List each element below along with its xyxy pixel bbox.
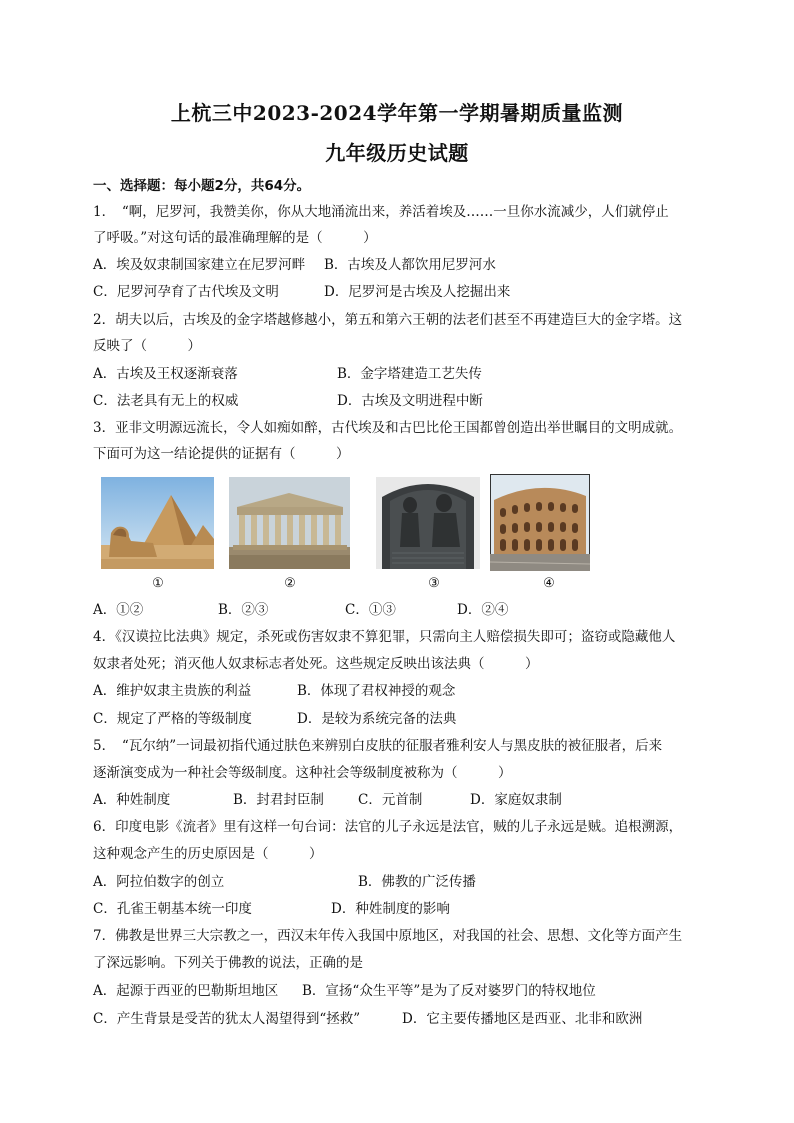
q2-stem-line1: 2．胡夫以后，古埃及的金字塔越修越小，第五和第六王朝的法老们甚至不再建造巨大的金字塔。这 bbox=[93, 312, 683, 328]
q5-stem-line2: 逐渐演变成为一种社会等级制度。这种社会等级制度被称为（ ） bbox=[93, 765, 512, 781]
pyramid-sphinx-icon bbox=[101, 477, 214, 569]
q2-option-d: D．古埃及文明进程中断 bbox=[337, 393, 483, 409]
exam-title: 上杭三中2023-2024学年第一学期暑期质量监测 bbox=[170, 101, 624, 125]
q4-option-d: D．是较为系统完备的法典 bbox=[297, 711, 457, 727]
q1-option-b: B．古埃及人都饮用尼罗河水 bbox=[324, 257, 496, 273]
q1-stem-line2: 了呼吸。”对这句话的最准确理解的是（ ） bbox=[93, 230, 377, 246]
q3-option-c: C．①③ bbox=[345, 602, 396, 618]
q6-option-b: B．佛教的广泛传播 bbox=[358, 874, 476, 890]
q7-stem-line2: 了深远影响。下列关于佛教的说法，正确的是 bbox=[93, 955, 363, 971]
image-label-4: ④ bbox=[543, 576, 555, 591]
q1-option-d: D．尼罗河是古埃及人挖掘出来 bbox=[324, 284, 511, 300]
q7-option-b: B．宣扬“众生平等”是为了反对婆罗门的特权地位 bbox=[302, 983, 596, 999]
q1-option-a: A．埃及奴隶制国家建立在尼罗河畔 bbox=[93, 257, 306, 273]
q1-stem-line1: 1． “啊，尼罗河，我赞美你，你从大地涌流出来，养活着埃及……一旦你水流减少，人们就停止 bbox=[93, 204, 669, 220]
image-label-1: ① bbox=[152, 576, 164, 591]
q5-option-b: B．封君封臣制 bbox=[233, 792, 324, 808]
q2-option-b: B．金字塔建造工艺失传 bbox=[337, 366, 482, 382]
hammurabi-stele-image bbox=[376, 477, 480, 569]
pyramid-sphinx-image bbox=[101, 477, 214, 569]
q6-stem-line2: 这种观念产生的历史原因是（ ） bbox=[93, 846, 323, 862]
q7-option-c: C．产生背景是受苦的犹太人渴望得到“拯救” bbox=[93, 1011, 361, 1027]
q5-option-d: D．家庭奴隶制 bbox=[470, 792, 562, 808]
q7-stem-line1: 7．佛教是世界三大宗教之一，西汉末年传入我国中原地区，对我国的社会、思想、文化等方面产生 bbox=[93, 928, 683, 944]
q3-stem-line2: 下面可为这一结论提供的证据有（ ） bbox=[93, 446, 350, 462]
q3-option-d: D．②④ bbox=[457, 602, 509, 618]
q6-option-a: A．阿拉伯数字的创立 bbox=[93, 874, 225, 890]
q2-stem-line2: 反映了（ ） bbox=[93, 338, 201, 354]
image-label-2: ② bbox=[284, 576, 296, 591]
image-label-3: ③ bbox=[428, 576, 440, 591]
q5-option-c: C．元首制 bbox=[358, 792, 423, 808]
colosseum-icon bbox=[490, 474, 590, 571]
q7-option-d: D．它主要传播地区是西亚、北非和欧洲 bbox=[402, 1011, 643, 1027]
q6-option-c: C．孔雀王朝基本统一印度 bbox=[93, 901, 252, 917]
q2-option-a: A．古埃及王权逐渐衰落 bbox=[93, 366, 238, 382]
parthenon-icon bbox=[229, 477, 350, 569]
q2-option-c: C．法老具有无上的权威 bbox=[93, 393, 239, 409]
q5-stem-line1: 5． “瓦尔纳”一词最初指代通过肤色来辨别白皮肤的征服者雅利安人与黑皮肤的被征服者，后来 bbox=[93, 738, 663, 754]
exam-subtitle: 九年级历史试题 bbox=[325, 141, 469, 165]
q3-stem-line1: 3．亚非文明源远流长，令人如痴如醉，古代埃及和古巴比伦王国都曾创造出举世瞩目的文明成就。 bbox=[93, 420, 683, 436]
q3-option-b: B．②③ bbox=[218, 602, 269, 618]
q6-stem-line1: 6．印度电影《流者》里有这样一句台词：法官的儿子永远是法官，贼的儿子永远是贼。追根溯源， bbox=[93, 819, 683, 835]
q1-option-c: C．尼罗河孕育了古代埃及文明 bbox=[93, 284, 279, 300]
colosseum-image bbox=[490, 474, 590, 571]
q4-stem-line1: 4．《汉谟拉比法典》规定，杀死或伤害奴隶不算犯罪，只需向主人赔偿损失即可；盗窃或隐藏他人 bbox=[93, 629, 676, 645]
section-heading: 一、选择题：每小题2分，共64分。 bbox=[93, 178, 311, 194]
q4-option-a: A．维护奴隶主贵族的利益 bbox=[93, 683, 252, 699]
q6-option-d: D．种姓制度的影响 bbox=[331, 901, 450, 917]
stele-icon bbox=[376, 477, 480, 569]
q4-stem-line2: 奴隶者处死；消灭他人奴隶标志者处死。这些规定反映出该法典（ ） bbox=[93, 656, 539, 672]
parthenon-image bbox=[229, 477, 350, 569]
q3-option-a: A．①② bbox=[93, 602, 144, 618]
q4-option-b: B．体现了君权神授的观念 bbox=[297, 683, 456, 699]
q7-option-a: A．起源于西亚的巴勒斯坦地区 bbox=[93, 983, 279, 999]
q5-option-a: A．种姓制度 bbox=[93, 792, 171, 808]
q4-option-c: C．规定了严格的等级制度 bbox=[93, 711, 252, 727]
